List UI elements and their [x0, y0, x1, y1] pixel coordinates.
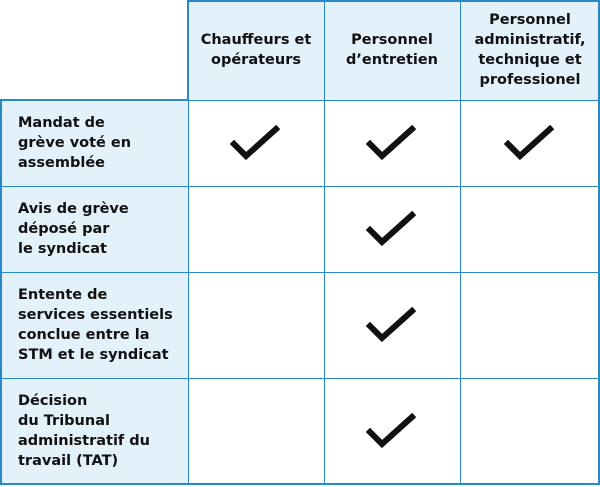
table-cell-empty [460, 186, 600, 272]
column-header-label: Personnel d’entretien [345, 32, 439, 68]
table-cell [324, 272, 460, 378]
checkmark-icon [365, 209, 419, 249]
row-header-strike-mandate [0, 100, 188, 186]
row-header-label: Mandat de grève voté en assemblée [18, 115, 132, 171]
table-cell-empty [460, 272, 600, 378]
checkmark-icon [503, 123, 557, 163]
table-cell [324, 378, 460, 484]
table-border [0, 99, 2, 485]
row-header-label: Décision du Tribunal administratif du travail (TAT) [18, 393, 150, 469]
table-divider [0, 272, 599, 273]
table-cell-empty [188, 378, 324, 484]
column-header-maintenance [324, 0, 460, 100]
table-cell [188, 100, 324, 186]
checkmark-icon [365, 411, 419, 451]
table-border [0, 99, 189, 101]
table-cell-empty [188, 272, 324, 378]
table-cell-empty [188, 186, 324, 272]
table-divider [324, 0, 325, 484]
table-border [0, 483, 600, 485]
checkmark-icon [365, 123, 419, 163]
table-cell-empty [460, 378, 600, 484]
row-header-label: Entente de services essentiels conclue entre la STM et le syndicat [18, 287, 173, 363]
table-divider [460, 0, 461, 484]
column-header-admin-staff [460, 0, 600, 100]
column-header-drivers [188, 0, 324, 100]
row-header-strike-notice [0, 186, 188, 272]
column-header-label: Personnel administratif, technique et professionel [474, 12, 586, 88]
checkmark-icon [229, 123, 283, 163]
table-corner [0, 0, 188, 100]
table-divider [188, 100, 189, 484]
table-border [187, 0, 600, 2]
column-header-label: Chauffeurs et opérateurs [200, 32, 312, 68]
table-cell [324, 186, 460, 272]
row-header-tribunal-decision [0, 378, 188, 484]
table-cell [460, 100, 600, 186]
table-border [187, 0, 189, 101]
row-header-label: Avis de grève déposé par le syndicat [18, 201, 129, 257]
table-divider [188, 100, 599, 101]
table-divider [0, 186, 599, 187]
row-header-essential-services [0, 272, 188, 378]
table-cell [324, 100, 460, 186]
checkmark-icon [365, 305, 419, 345]
table-divider [0, 378, 599, 379]
